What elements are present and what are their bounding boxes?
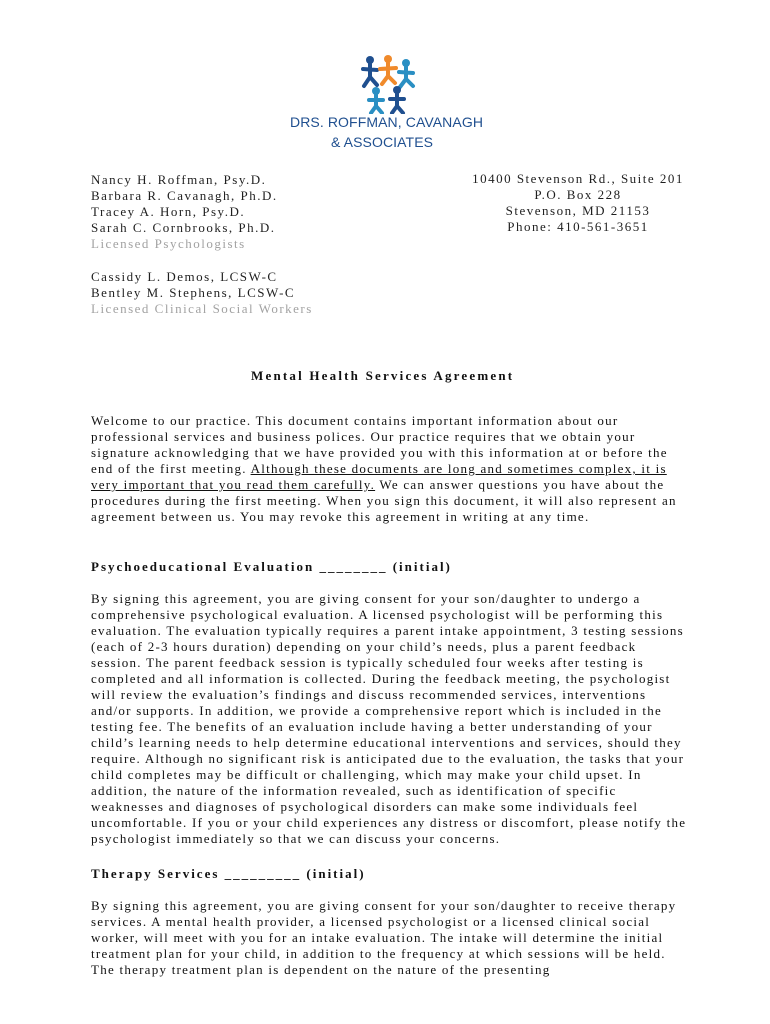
- therapy-services-section: [91, 850, 691, 994]
- logo-text-line-2: & ASSOCIATES: [331, 134, 434, 150]
- psychoeducational-evaluation-section: [91, 543, 691, 863]
- section-heading: Psychoeducational Evaluation ________ (initial): [91, 559, 452, 574]
- social-worker-name: Bentley M. Stephens, LCSW-C: [91, 285, 296, 300]
- social-workers-label: Licensed Clinical Social Workers: [91, 301, 313, 316]
- section-body: By signing this agreement, you are giving consent for your son/daughter to receive therapy services. A mental health provider, a licensed psychologist or a licensed clinical social worker, will meet with you for an intake evaluation. The intake will determine the initial treatment plan for your child, in addition to the frequency at which sessions will be held. The therapy treatment plan is dependent on the nature of the presenting: [91, 898, 677, 977]
- phone-line: Phone: 410-561-3651: [507, 219, 649, 234]
- psychologist-name: Barbara R. Cavanagh, Ph.D.: [91, 188, 278, 203]
- practice-logo: [345, 50, 425, 114]
- social-workers-contact-block: [91, 269, 313, 317]
- important-notice-text: Although these documents are long and sometimes complex, it is very important that you read them carefully.: [91, 461, 667, 492]
- agreement-title: Mental Health Services Agreement: [251, 368, 515, 383]
- psychologist-name: Sarah C. Cornbrooks, Ph.D.: [91, 220, 276, 235]
- psychologist-name: Tracey A. Horn, Psy.D.: [91, 204, 246, 219]
- logo-text-line-1: DRS. ROFFMAN, CAVANAGH: [290, 114, 484, 130]
- practice-address-block: [472, 171, 684, 235]
- section-heading: Therapy Services _________ (initial): [91, 866, 366, 881]
- social-worker-name: Cassidy L. Demos, LCSW-C: [91, 269, 278, 284]
- section-body: By signing this agreement, you are giving consent for your son/daughter to undergo a comprehensive psychological evaluation. A licensed psychologist will be performing this evaluation. The evaluation typically requires a parent intake appointment, 3 testing sessions (each of 2-3 hours duration) depending on your child’s needs, plus a parent feedback session. The parent feedback session is typically scheduled four weeks after testing is completed and all information is collected. During the feedback meeting, the psychologist will review the evaluation’s findings and discuss recommended services, interventions and/or supports. In addition, we provide a comprehensive report which is included in the testing fee. The benefits of an evaluation include having a better understanding of your child’s learning needs to help determine educational interventions and services, should they require. Although no significant risk is anticipated due to the evaluation, the tasks that your child completes may be difficult or challenging, which may make your child upset. In addition, the nature of the information revealed, such as identification of specific weaknesses and diagnoses of psychological disorders can make some individuals feel uncomfortable. If you or your child experiences any distress or discomfort, please notify the psychologist immediately so that we can discuss your concerns.: [91, 591, 687, 846]
- intro-text-end: We can answer questions you have about the procedures during the first meeting. When you sign this document, it will also represent an agreement between us. You may revoke this agreement in writing at any time.: [91, 477, 677, 524]
- address-line: Stevenson, MD 21153: [505, 203, 651, 218]
- logo-figures-icon: [345, 50, 425, 114]
- psychologist-name: Nancy H. Roffman, Psy.D.: [91, 172, 267, 187]
- intro-text-start: Welcome to our practice. This document contains important information about our professional services and business polices. Our practice requires that we obtain your signature acknowledging that we have provided you with this information at or before the end of the first meeting.: [91, 413, 668, 476]
- address-line: 10400 Stevenson Rd., Suite 201: [472, 171, 684, 186]
- address-line: P.O. Box 228: [534, 187, 622, 202]
- psychologists-label: Licensed Psychologists: [91, 236, 246, 251]
- psychologists-contact-block: [91, 172, 278, 252]
- intro-paragraph: [91, 397, 691, 525]
